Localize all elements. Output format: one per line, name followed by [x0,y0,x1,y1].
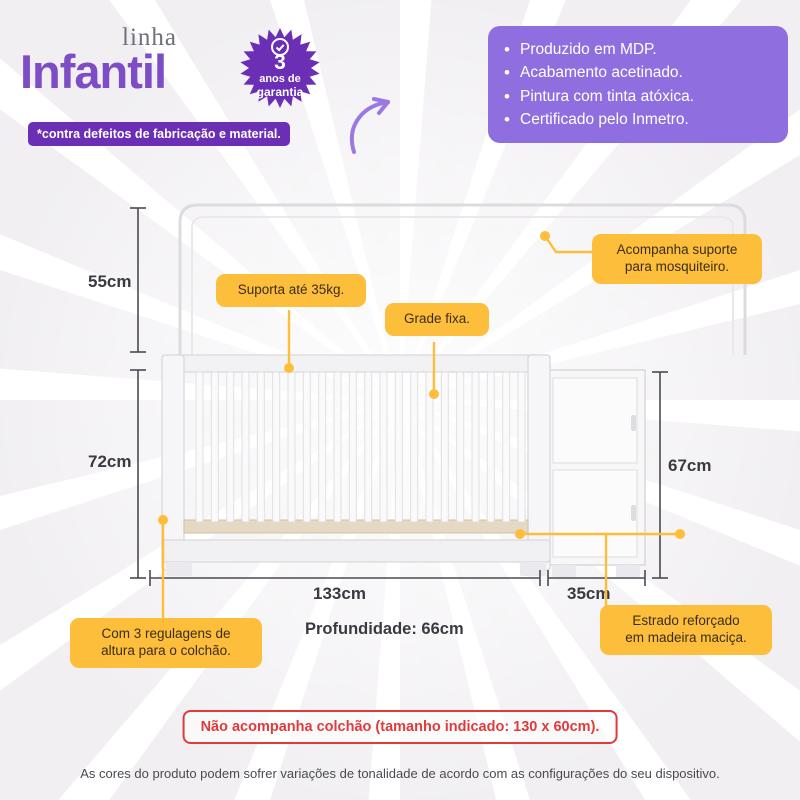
feature-item: • Pintura com tinta atóxica. [504,85,774,108]
callout-estrado-reforcado: Estrado reforçado em madeira maciça. [600,605,772,655]
badge-sub1: anos de [259,73,301,86]
callout-regulagens-altura: Com 3 regulagens de altura para o colchão. [70,618,262,668]
dimension-height-side: 72cm [88,452,132,471]
brand-linha-text: linha [122,24,177,51]
dimension-right-height: 67cm [668,456,712,475]
dimension-width: 133cm [313,584,366,603]
dimension-height-top: 55cm [88,272,132,291]
feature-item: • Produzido em MDP. [504,38,774,61]
badge-years: 3 [274,51,286,74]
callout-grade-fixa: Grade fixa. [385,303,489,336]
mattress-note: Não acompanha colchão (tamanho indicado: 130 x 60cm). [183,710,618,744]
dimension-right-width: 35cm [567,584,611,603]
feature-item: • Certificado pelo Inmetro. [504,108,774,131]
feature-item: • Acabamento acetinado. [504,61,774,84]
warranty-disclaimer: *contra defeitos de fabricação e material. [28,122,290,146]
color-disclaimer: As cores do produto podem sofrer variações de tonalidade de acordo com as configurações do seu dispositivo. [80,766,720,781]
brand-title: Infantil [20,45,167,98]
callout-suporte-mosquiteiro: Acompanha suporte para mosquiteiro. [592,234,762,284]
badge-sub2: garantia [256,84,304,99]
dimension-depth: Profundidade: 66cm [305,620,464,638]
callout-suporta-peso: Suporta até 35kg. [216,274,366,307]
